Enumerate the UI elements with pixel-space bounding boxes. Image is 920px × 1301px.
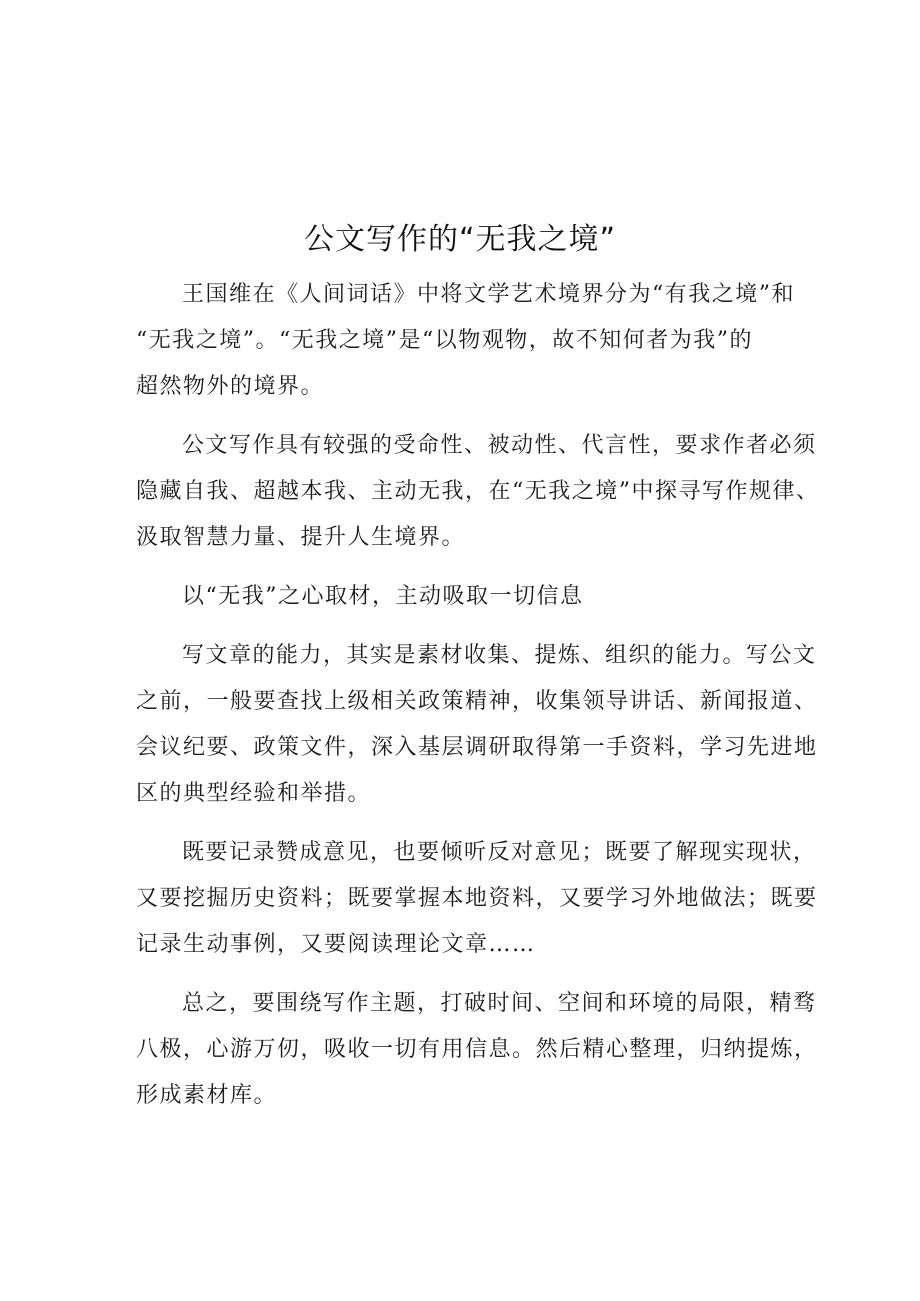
paragraph <box>136 423 820 561</box>
paragraph-line: 又要挖掘历史资料；既要掌握本地资料，又要学习外地做法；既要 <box>136 886 818 911</box>
paragraph-line: 汲取智慧力量、提升人生境界。 <box>136 525 466 550</box>
paragraph-line: 会议纪要、政策文件，深入基层调研取得第一手资料，学习先进地 <box>136 735 818 760</box>
paragraph-line: 公文写作具有较强的受命性、被动性、代言性，要求作者必须 <box>182 433 817 458</box>
document-body <box>136 272 820 1132</box>
paragraph-line: 区的典型经验和举措。 <box>136 781 372 806</box>
paragraph-line: 隐藏自我、超越本我、主动无我，在“无我之境”中探寻写作规律、 <box>136 479 820 504</box>
paragraph <box>136 272 800 410</box>
paragraph <box>136 633 818 817</box>
paragraph-line: 之前，一般要查找上级相关政策精神，收集领导讲话、新闻报道、 <box>136 689 818 714</box>
paragraph-line: 王国维在《人间词话》中将文学艺术境界分为“有我之境”和 <box>182 282 795 307</box>
paragraph-line: 总之，要围绕写作主题，打破时间、空间和环境的局限，精骛 <box>182 991 817 1016</box>
paragraph-line: 八极，心游万仞，吸收一切有用信息。然后精心整理，归纳提炼， <box>136 1037 818 1062</box>
paragraph <box>136 981 818 1119</box>
paragraph-line: 形成素材库。 <box>136 1083 278 1108</box>
paragraph-line: 超然物外的境界。 <box>136 374 325 399</box>
section-heading-line: 以“无我”之心取材，主动吸取一切信息 <box>182 584 584 609</box>
paragraph-line: “无我之境”。“无我之境”是“以物观物，故不知何者为我”的 <box>136 328 753 353</box>
paragraph-line: 记录生动事例，又要阅读理论文章…… <box>136 932 536 957</box>
paragraph-line: 写文章的能力，其实是素材收集、提炼、组织的能力。写公文 <box>182 643 817 668</box>
section-heading <box>136 574 800 620</box>
document-title: 公文写作的“无我之境” <box>303 222 617 257</box>
paragraph <box>136 830 818 968</box>
paragraph-line: 既要记录赞成意见，也要倾听反对意见；既要了解现实现状， <box>182 840 817 865</box>
